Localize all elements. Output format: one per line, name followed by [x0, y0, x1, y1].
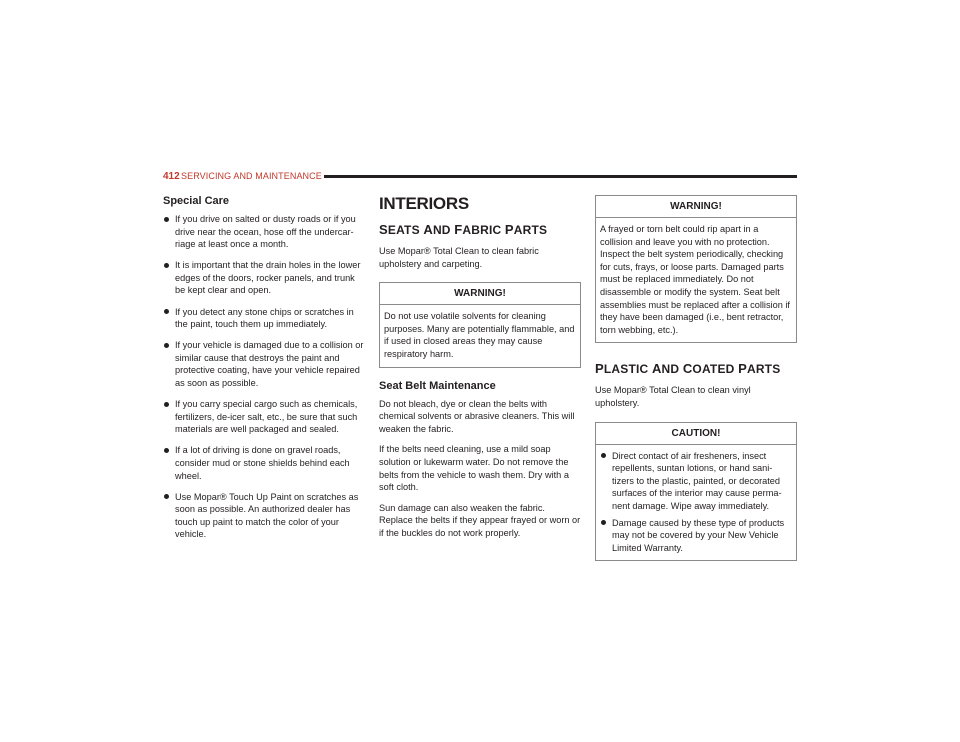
section-title: SERVICING AND MAINTENANCE: [181, 171, 322, 181]
bullet-icon: [601, 453, 606, 458]
seats-fabric-text: Use Mopar® Total Clean to clean fabric upholstery and carpeting.: [379, 246, 539, 269]
header-rule: [324, 175, 797, 178]
special-care-heading: Special Care: [163, 195, 230, 207]
bullet-icon: [164, 448, 169, 453]
list-item: Use Mopar® Touch Up Paint on scratches as soon as possible. An authorized dealer has touch up paint to match the color of your vehicle.: [163, 491, 365, 541]
caution-box: [595, 422, 797, 562]
list-item: Damage caused by these type of products may not be covered by your New Vehicle Limited Warranty.: [600, 517, 791, 555]
column-special-care: [163, 195, 365, 550]
list-item: If you drive on salted or dusty roads or if you drive near the ocean, hose off the undercar-riage at least once a month.: [163, 213, 365, 251]
warning-text: A frayed or torn belt could rip apart in a collision and leave you with no protection. Inspect the belt system periodically, checking for cuts, frays, or loose parts. Damaged parts must be replaced immediately. Do not disassemble or modify the system. Seat belt assemblies must be replaced after a collision if they have been damaged (i.e., bent retractor, torn webbing, etc.).: [600, 224, 790, 335]
list-item: If a lot of driving is done on gravel roads, consider mud or stone shields behind each wheel.: [163, 444, 365, 482]
bullet-icon: [164, 263, 169, 268]
seatbelt-paragraph: Do not bleach, dye or clean the belts with chemical solvents or abrasive cleaners. This will weaken the fabric.: [379, 398, 575, 434]
plastic-coated-heading: PLASTIC AND COATED PARTS: [595, 361, 781, 377]
warning-title: WARNING!: [596, 196, 796, 218]
list-item: Direct contact of air fresheners, insect repellents, suntan lotions, or hand sani-tizers to the plastic, painted, or decorated surfaces of the interior may cause perma-nent damage. Wipe away immediately.: [600, 450, 791, 513]
warning-box-belts: [595, 195, 797, 343]
warning-box-solvents: [379, 282, 581, 367]
plastic-coated-text: Use Mopar® Total Clean to clean vinyl upholstery.: [595, 385, 751, 408]
seatbelt-paragraph: If the belts need cleaning, use a mild soap solution or lukewarm water. Do not remove the belts from the vehicle to wash them. Dry with a soft cloth.: [379, 444, 569, 493]
warning-text: Do not use volatile solvents for cleaning purposes. Many are potentially flammable, and if used in closed areas they may cause respiratory harm.: [384, 311, 575, 359]
list-item: If you carry special cargo such as chemicals, fertilizers, de-icer salt, etc., be sure that such materials are well packaged and sealed.: [163, 398, 365, 436]
page-header: [163, 171, 797, 185]
list-item: If your vehicle is damaged due to a collision or similar cause that destroys the paint and protective coating, have your vehicle repaired as soon as possible.: [163, 339, 365, 389]
bullet-icon: [164, 494, 169, 499]
seatbelt-paragraph: Sun damage can also weaken the fabric. Replace the belts if they appear frayed or worn or if the buckles do not work properly.: [379, 502, 581, 538]
column-plastic-parts: [595, 195, 797, 573]
bullet-icon: [164, 217, 169, 222]
caution-list: [600, 450, 791, 555]
list-item: If you detect any stone chips or scratches in the paint, touch them up immediately.: [163, 306, 365, 331]
seats-fabric-heading: SEATS AND FABRIC PARTS: [379, 222, 548, 237]
warning-title: WARNING!: [380, 283, 580, 305]
bullet-icon: [164, 402, 169, 407]
special-care-list: [163, 213, 365, 541]
bullet-icon: [164, 309, 169, 314]
caution-title: CAUTION!: [596, 423, 796, 445]
bullet-icon: [601, 520, 606, 525]
list-item: It is important that the drain holes in the lower edges of the doors, rocker panels, and trunk be kept clear and open.: [163, 259, 365, 297]
column-interiors: [379, 195, 581, 548]
interiors-title: INTERIORS: [379, 194, 469, 213]
bullet-icon: [164, 343, 169, 348]
page-number: 412: [163, 171, 180, 182]
seatbelt-heading: Seat Belt Maintenance: [379, 379, 496, 392]
